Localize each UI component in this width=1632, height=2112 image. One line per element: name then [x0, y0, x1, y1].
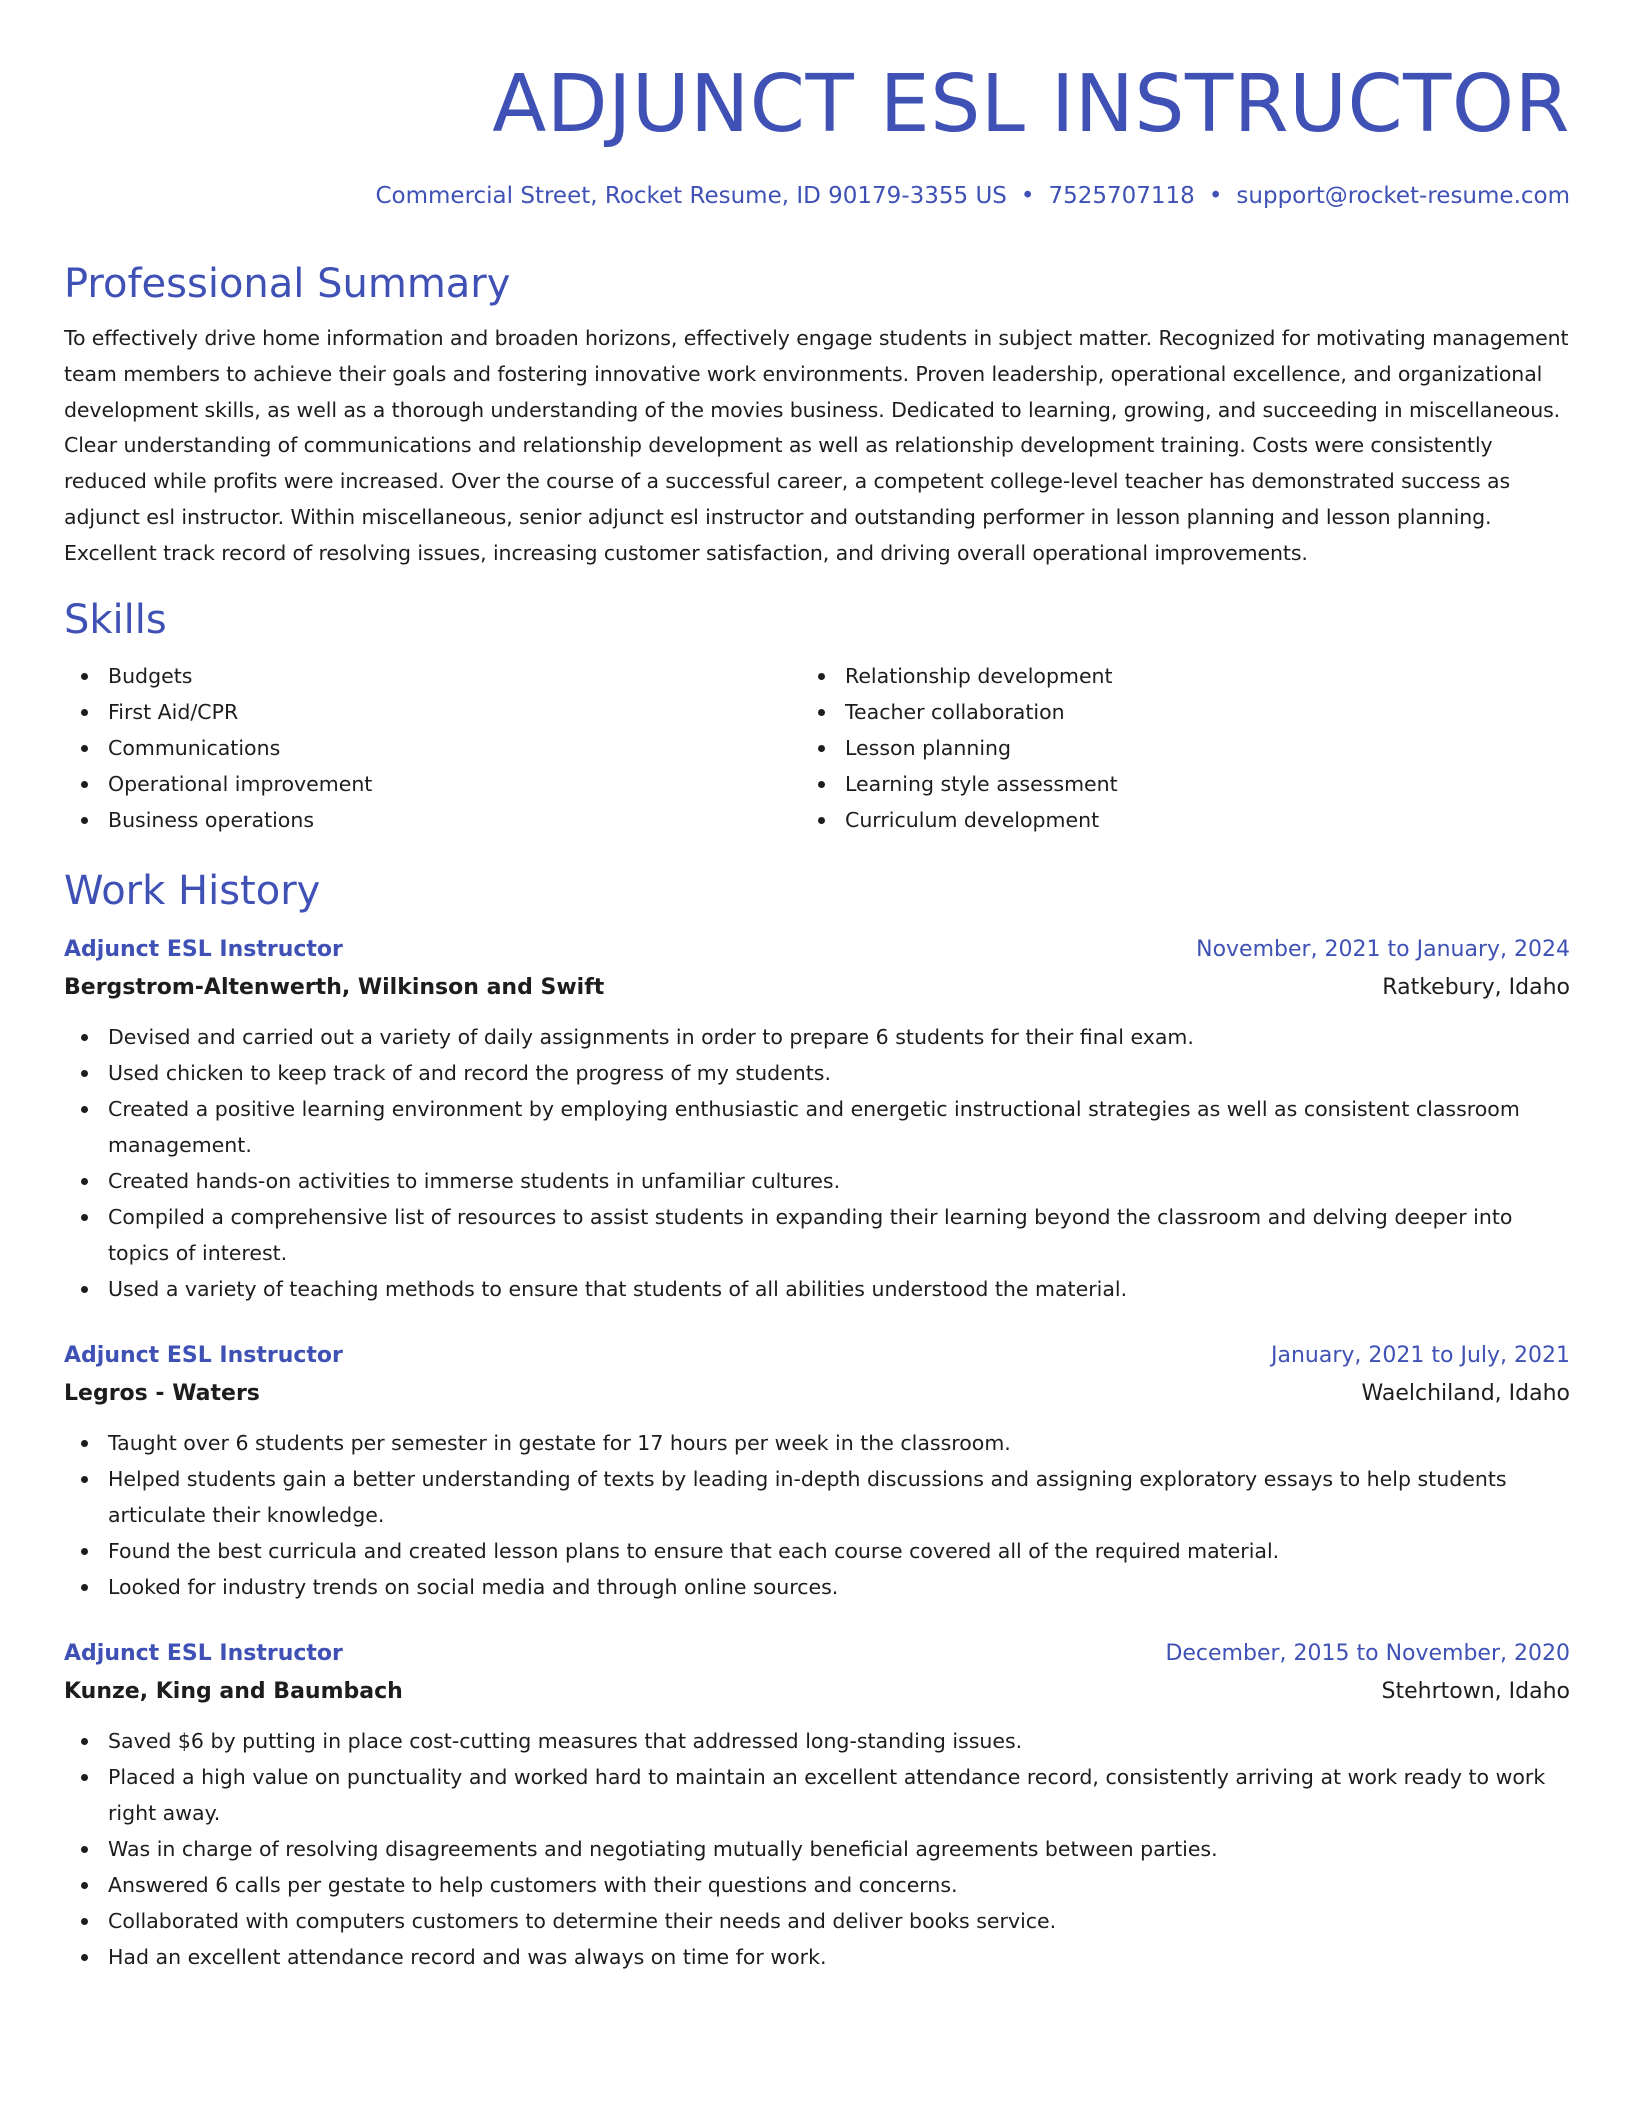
job-duties-list: [64, 1723, 1570, 1975]
contact-email: support@rocket-resume.com: [1236, 183, 1570, 209]
job-dates: December, 2015 to November, 2020: [1165, 1640, 1570, 1666]
job-duties-list: [64, 1019, 1570, 1307]
job-duty: Devised and carried out a variety of daily assignments in order to prepare 6 students for their final exam.: [64, 1019, 1570, 1055]
job-duty: Answered 6 calls per gestate to help customers with their questions and concerns.: [64, 1867, 1570, 1903]
job-duty: Created hands-on activities to immerse students in unfamiliar cultures.: [64, 1163, 1570, 1199]
job-duty: Had an excellent attendance record and was always on time for work.: [64, 1939, 1570, 1975]
job-dates: January, 2021 to July, 2021: [1271, 1342, 1570, 1368]
job-company-row: [64, 1673, 1570, 1711]
job-header-row: [64, 1337, 1570, 1375]
job-duty: Saved $6 by putting in place cost-cutting measures that addressed long-standing issues.: [64, 1723, 1570, 1759]
contact-phone: 7525707118: [1048, 183, 1195, 209]
skills-list: [64, 658, 1570, 838]
job-location: Ratkebury, Idaho: [1382, 974, 1570, 1000]
summary-heading: Professional Summary: [64, 261, 511, 307]
job-company: Bergstrom-Altenwerth, Wilkinson and Swift: [64, 974, 605, 1000]
job-title: Adjunct ESL Instructor: [64, 936, 343, 962]
contact-separator: •: [1020, 183, 1035, 209]
skills-heading: Skills: [64, 596, 167, 643]
resume-name: ADJUNCT ESL INSTRUCTOR: [492, 58, 1570, 150]
summary-text: To effectively drive home information and broaden horizons, effectively engage students in subject matter. Recognized for motivating management team members to achieve their goals and fostering innovative work environments. Proven leadership, operational excellence, and organizational development skills, as well as a thorough understanding of the movies business. Dedicated to learning, growing, and succeeding in miscellaneous. Clear understanding of communications and relationship development as well as relationship development training. Costs were consistently reduced while profits were increased. Over the course of a successful career, a competent college-level teacher has demonstrated success as adjunct esl instructor. Within miscellaneous, senior adjunct esl instructor and outstanding performer in lesson planning and lesson planning. Excellent track record of resolving issues, increasing customer satisfaction, and driving overall operational improvements.: [64, 326, 1569, 565]
job-header-row: [64, 1635, 1570, 1673]
job-company: Legros - Waters: [64, 1380, 260, 1406]
skill-item: Curriculum development: [801, 802, 1538, 838]
contact-line: [64, 180, 1570, 212]
job-title: Adjunct ESL Instructor: [64, 1342, 343, 1368]
job-duty: Used a variety of teaching methods to ensure that students of all abilities understood the material.: [64, 1271, 1570, 1307]
job-duty: Found the best curricula and created lesson plans to ensure that each course covered all of the required material.: [64, 1533, 1570, 1569]
contact-separator: •: [1208, 183, 1223, 209]
job-duty: Was in charge of resolving disagreements and negotiating mutually beneficial agreements between parties.: [64, 1831, 1570, 1867]
job-company-row: [64, 969, 1570, 1007]
job-dates: November, 2021 to January, 2024: [1196, 936, 1570, 962]
work-history-heading: Work History: [64, 867, 321, 914]
job-duty: Collaborated with computers customers to determine their needs and deliver books service.: [64, 1903, 1570, 1939]
job-duties-list: [64, 1425, 1570, 1605]
job-duty: Taught over 6 students per semester in gestate for 17 hours per week in the classroom.: [64, 1425, 1570, 1461]
job-location: Waelchiland, Idaho: [1361, 1380, 1570, 1406]
contact-address: Commercial Street, Rocket Resume, ID 90179-3355 US: [375, 183, 1007, 209]
skill-item: Budgets: [64, 658, 801, 694]
job-company-row: [64, 1375, 1570, 1413]
job-duty: Compiled a comprehensive list of resources to assist students in expanding their learning beyond the classroom and delving deeper into topics of interest.: [64, 1199, 1570, 1271]
job-company: Kunze, King and Baumbach: [64, 1678, 403, 1704]
job-header-row: [64, 931, 1570, 969]
skill-item: Learning style assessment: [801, 766, 1538, 802]
skills-column-left: [64, 658, 801, 838]
job-entry: [64, 931, 1570, 1307]
skill-item: Business operations: [64, 802, 801, 838]
job-duty: Created a positive learning environment by employing enthusiastic and energetic instructional strategies as well as consistent classroom management.: [64, 1091, 1570, 1163]
skill-item: Teacher collaboration: [801, 694, 1538, 730]
job-duty: Used chicken to keep track of and record the progress of my students.: [64, 1055, 1570, 1091]
job-title: Adjunct ESL Instructor: [64, 1640, 343, 1666]
job-entry: [64, 1337, 1570, 1605]
skill-item: Relationship development: [801, 658, 1538, 694]
job-duty: Helped students gain a better understanding of texts by leading in-depth discussions and assigning exploratory essays to help students articulate their knowledge.: [64, 1461, 1570, 1533]
skill-item: First Aid/CPR: [64, 694, 801, 730]
skill-item: Communications: [64, 730, 801, 766]
job-duty: Placed a high value on punctuality and worked hard to maintain an excellent attendance record, consistently arriving at work ready to work right away.: [64, 1759, 1570, 1831]
skill-item: Operational improvement: [64, 766, 801, 802]
job-entry: [64, 1635, 1570, 1975]
skills-column-right: [801, 658, 1538, 838]
job-location: Stehrtown, Idaho: [1381, 1678, 1570, 1704]
skill-item: Lesson planning: [801, 730, 1538, 766]
job-duty: Looked for industry trends on social media and through online sources.: [64, 1569, 1570, 1605]
